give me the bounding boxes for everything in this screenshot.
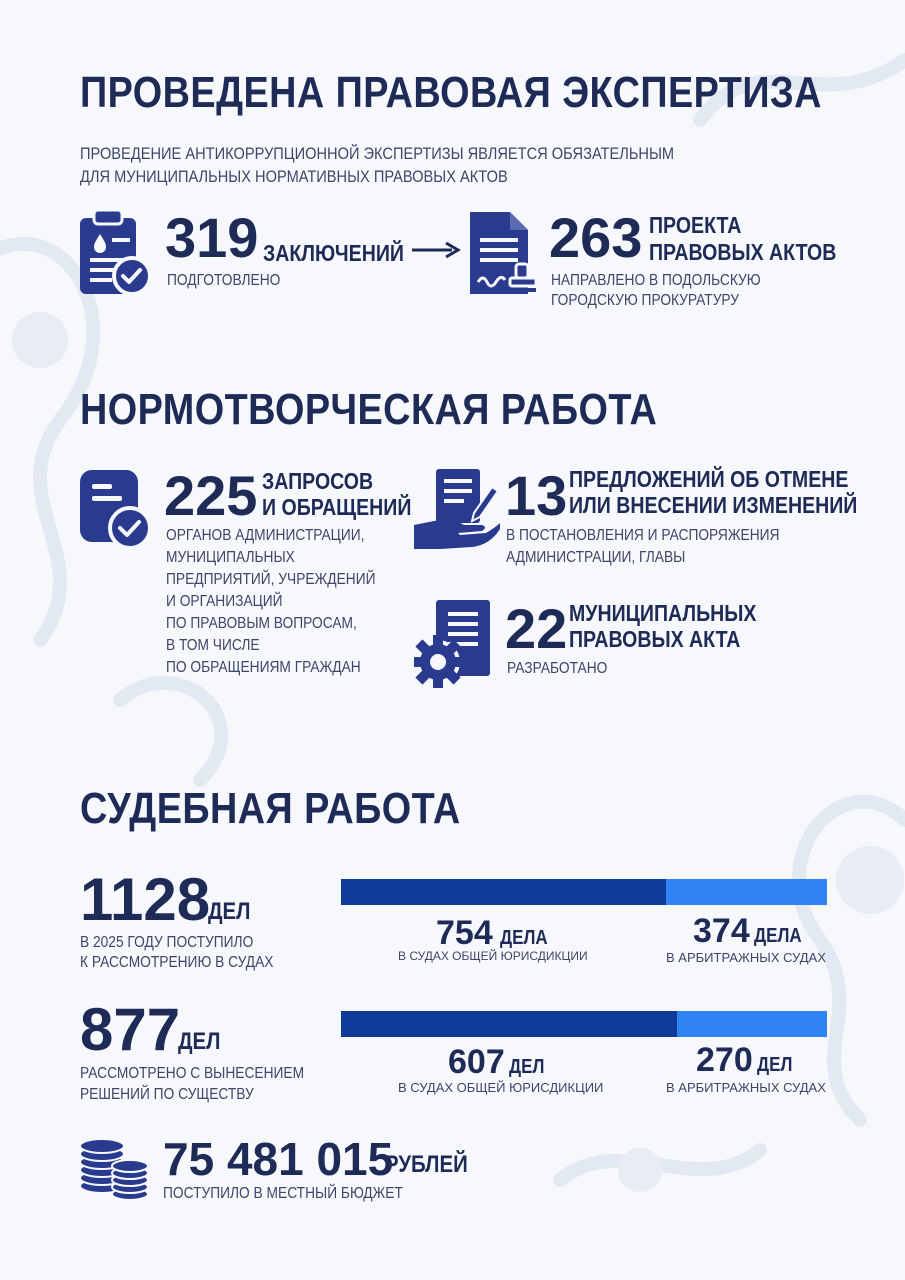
- budget-unit: РУБЛЕЙ: [385, 1151, 468, 1178]
- stat-319-number: 319: [165, 206, 259, 269]
- general-607-number: 607: [448, 1043, 505, 1081]
- stat-225-desc-7: ПО ОБРАЩЕНИЯМ ГРАЖДАН: [166, 659, 361, 676]
- stat-225-desc-5: ПО ПРАВОВЫМ ВОПРОСАМ,: [166, 615, 357, 632]
- clipboard-check-icon: [78, 208, 154, 298]
- stat-22-label-2: ПРАВОВЫХ АКТА: [569, 626, 741, 652]
- stat-225-label-2: И ОБРАЩЕНИЙ: [262, 494, 412, 520]
- general-607-desc: В СУДАХ ОБЩЕЙ ЮРИСДИКЦИИ: [398, 1080, 604, 1095]
- section-title-normative: НОРМОТВОРЧЕСКАЯ РАБОТА: [80, 385, 658, 434]
- arb-270-number: 270: [696, 1041, 753, 1079]
- cases-1128-number: 1128: [80, 866, 211, 933]
- subtitle-line-1: ПРОВЕДЕНИЕ АНТИКОРРУПЦИОННОЙ ЭКСПЕРТИЗЫ ЯВЛЯЕТСЯ ОБЯЗАТЕЛЬНЫМ: [80, 144, 675, 163]
- document-stamp-icon: [466, 208, 542, 298]
- stat-263-label-2: ПРАВОВЫХ АКТОВ: [649, 239, 837, 265]
- bar-general-jurisdiction-1: [341, 879, 666, 905]
- stat-225-desc-1: ОРГАНОВ АДМИНИСТРАЦИИ,: [166, 527, 365, 544]
- stat-13-desc-1: В ПОСТАНОВЛЕНИЯ И РАСПОРЯЖЕНИЯ: [506, 527, 780, 544]
- bar-arbitration-1: [666, 879, 827, 905]
- cases-877-number: 877: [80, 996, 181, 1063]
- stat-225-desc-3: ПРЕДПРИЯТИЙ, УЧРЕЖДЕНИЙ: [166, 571, 376, 588]
- budget-desc: ПОСТУПИЛО В МЕСТНЫЙ БЮДЖЕТ: [163, 1185, 403, 1202]
- stat-263-desc-2: ГОРОДСКУЮ ПРОКУРАТУРУ: [551, 292, 740, 309]
- cases-1128-unit: ДЕЛ: [208, 898, 251, 925]
- cases-1128-desc-2: К РАССМОТРЕНИЮ В СУДАХ: [80, 954, 274, 971]
- stat-13-number: 13: [505, 464, 568, 527]
- stat-263-desc-1: НАПРАВЛЕНО В ПОДОЛЬСКУЮ: [551, 272, 761, 289]
- section-title-expertise: ПРОВЕДЕНА ПРАВОВАЯ ЭКСПЕРТИЗА: [80, 68, 822, 117]
- stat-263-label-1: ПРОЕКТА: [649, 212, 742, 238]
- stat-225-desc-6: В ТОМ ЧИСЛЕ: [166, 637, 260, 654]
- arb-374-unit: ДЕЛА: [754, 925, 802, 947]
- arrow-right-icon: [410, 240, 462, 260]
- stat-13-label-2: ИЛИ ВНЕСЕНИИ ИЗМЕНЕНИЙ: [569, 492, 858, 518]
- stat-13-label-1: ПРЕДЛОЖЕНИЙ ОБ ОТМЕНЕ: [569, 466, 849, 492]
- cases-877-unit: ДЕЛ: [178, 1028, 221, 1055]
- stat-22-desc: РАЗРАБОТАНО: [507, 660, 608, 677]
- document-check-icon: [78, 466, 156, 556]
- bar-general-jurisdiction-2: [341, 1011, 677, 1037]
- arb-374-desc: В АРБИТРАЖНЫХ СУДАХ: [666, 950, 826, 965]
- stat-225-desc-4: И ОРГАНИЗАЦИЙ: [166, 593, 283, 610]
- arb-374-number: 374: [693, 912, 750, 950]
- stat-263-number: 263: [549, 206, 643, 269]
- coins-stack-icon: [78, 1138, 150, 1202]
- stat-22-label-1: МУНИЦИПАЛЬНЫХ: [569, 600, 757, 626]
- general-754-desc: В СУДАХ ОБЩЕЙ ЮРИСДИКЦИИ: [398, 949, 588, 963]
- arb-270-desc: В АРБИТРАЖНЫХ СУДАХ: [666, 1080, 826, 1095]
- stat-22-number: 22: [505, 597, 568, 660]
- general-754-number: 754: [436, 914, 493, 952]
- stat-319-desc: ПОДГОТОВЛЕНО: [167, 272, 281, 289]
- stat-319-label: ЗАКЛЮЧЕНИЙ: [263, 240, 404, 266]
- stat-13-desc-2: АДМИНИСТРАЦИИ, ГЛАВЫ: [506, 549, 686, 566]
- stat-225-desc-2: МУНИЦИПАЛЬНЫХ: [166, 549, 295, 566]
- section-title-court: СУДЕБНАЯ РАБОТА: [80, 784, 461, 833]
- general-754-unit: ДЕЛА: [500, 927, 548, 949]
- document-gear-icon: [414, 598, 494, 688]
- arb-270-unit: ДЕЛ: [757, 1054, 793, 1076]
- stat-225-label-1: ЗАПРОСОВ: [262, 468, 374, 494]
- cases-877-desc-2: РЕШЕНИЙ ПО СУЩЕСТВУ: [80, 1086, 254, 1103]
- subtitle-line-2: ДЛЯ МУНИЦИПАЛЬНЫХ НОРМАТИВНЫХ ПРАВОВЫХ АКТОВ: [80, 167, 508, 186]
- cases-1128-desc-1: В 2025 ГОДУ ПОСТУПИЛО: [80, 934, 254, 951]
- hand-document-pen-icon: [412, 465, 500, 555]
- bar-arbitration-2: [677, 1011, 827, 1037]
- stat-225-number: 225: [164, 464, 258, 527]
- general-607-unit: ДЕЛ: [509, 1056, 545, 1078]
- cases-877-desc-1: РАССМОТРЕНО С ВЫНЕСЕНИЕМ: [80, 1065, 305, 1082]
- budget-number: 75 481 015: [163, 1133, 394, 1185]
